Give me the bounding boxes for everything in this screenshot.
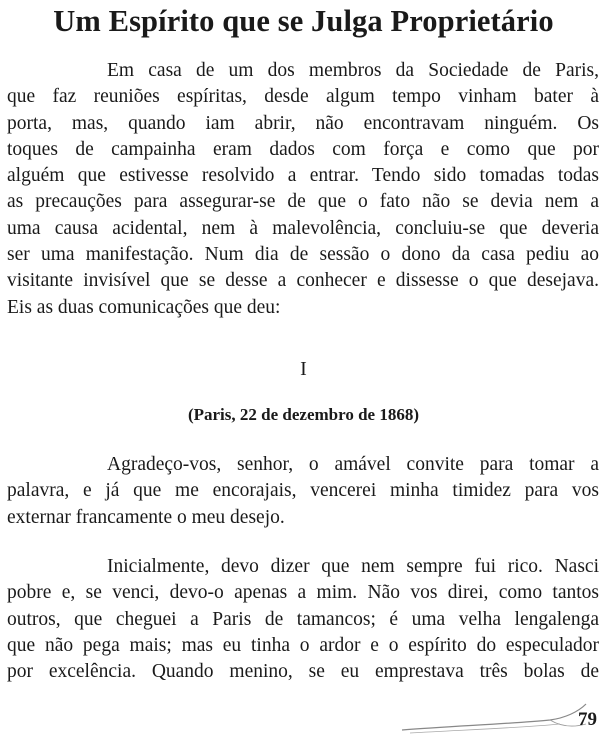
paragraph-communication-2 [7, 554, 599, 685]
text-line: as precauções para assegurar-se de que o fato não se devia nem a [7, 191, 599, 213]
page-number: 79 [578, 709, 597, 730]
text-line: porta, mas, quando iam abrir, não encontravam ninguém. Os [7, 112, 599, 134]
text-line: Agradeço-vos, senhor, o amável convite para tomar a [107, 454, 599, 475]
text-line: Inicialmente, devo dizer que nem sempre fui rico. Nasci [107, 556, 599, 577]
chapter-title: Um Espírito que se Julga Proprietário [53, 4, 554, 38]
footer-ornament-icon [400, 700, 590, 740]
dateline: (Paris, 22 de dezembro de 1868) [187, 405, 420, 424]
text-line: Em casa de um dos membros da Sociedade de Paris, [107, 60, 599, 81]
text-line: que faz reuniões espíritas, desde algum tempo vinham bater à [7, 86, 599, 108]
text-line: palavra, e já que me encorajais, vencerei minha timidez para vos [7, 480, 599, 502]
text-line: toques de campainha eram dados com força e como que por [7, 138, 599, 160]
paragraph-communication-1 [7, 452, 599, 531]
text-line: que não pega mais; mas eu tinha o ardor e o espírito do especulador [7, 634, 599, 656]
text-line: outros, que cheguei a Paris de tamancos; é uma velha lengalenga [7, 608, 599, 630]
text-line: Eis as duas comunicações que deu: [7, 296, 281, 318]
text-line: alguém que estivesse resolvido a entrar. Tendo sido tomadas todas [7, 165, 599, 187]
text-line: externar francamente o meu desejo. [7, 506, 285, 528]
text-line: visitante invisível que se desse a conhecer e dissesse o que desejava. [7, 270, 599, 292]
section-numeral: I [300, 358, 307, 380]
text-line: ser uma manifestação. Num dia de sessão o dono da casa pediu ao [7, 244, 599, 266]
text-line: uma causa acidental, nem à malevolência, concluiu-se que deveria [7, 217, 599, 239]
text-line: por excelência. Quando menino, se eu emprestava três bolas de [7, 661, 599, 683]
text-line: pobre e, se venci, devo-o apenas a mim. Não vos direi, como tantos [7, 582, 599, 604]
paragraph-intro [7, 58, 599, 321]
